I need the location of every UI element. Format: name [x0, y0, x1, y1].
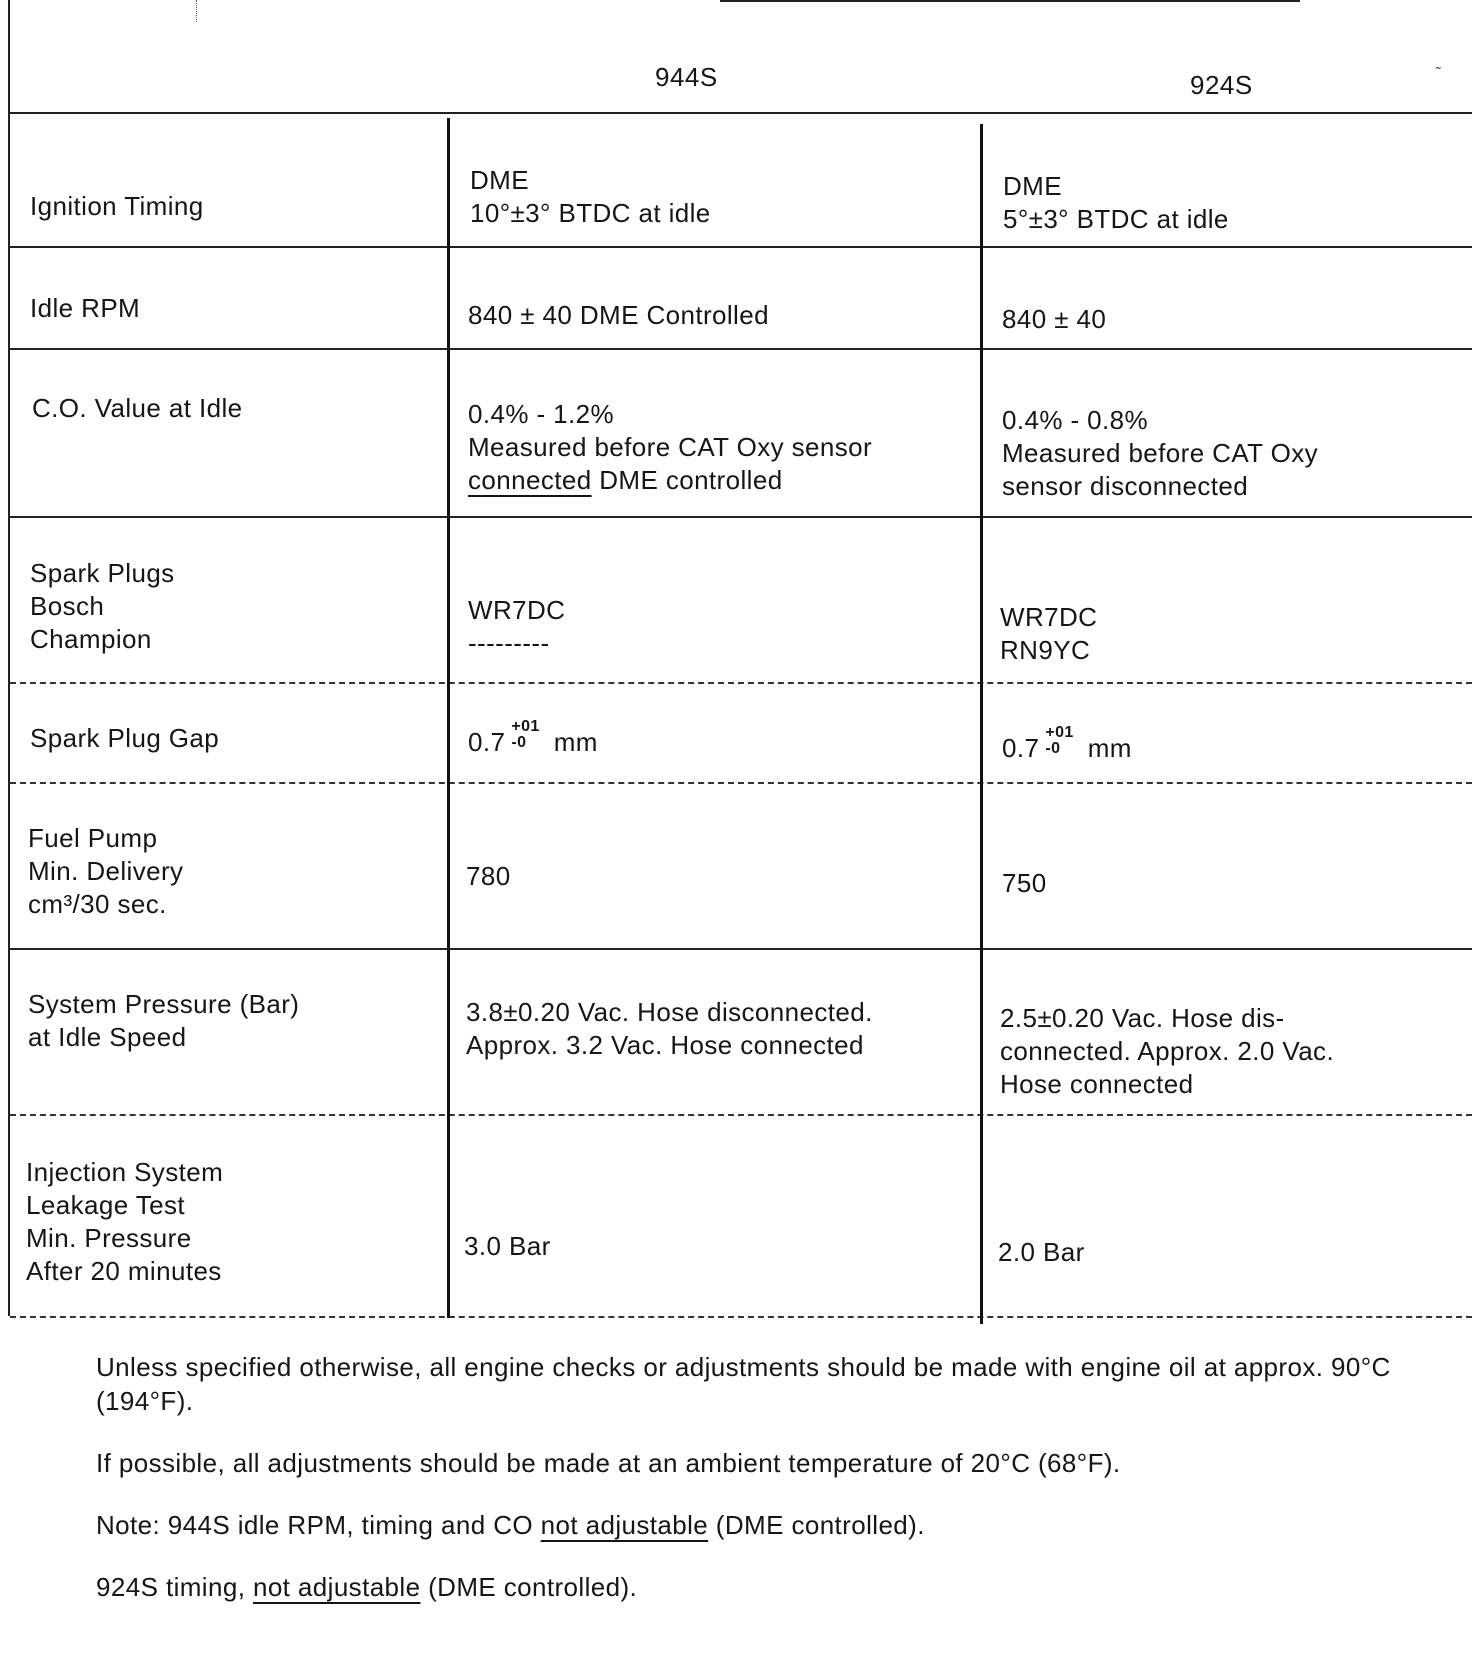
table-rule-header — [10, 112, 1472, 114]
column-header-944s: 944S — [655, 62, 718, 92]
column-divider-2 — [980, 124, 983, 1324]
underlined-connected: connected — [468, 465, 592, 495]
note-924s-not-adjustable: 924S timing, not adjustable (DME controlled). — [96, 1572, 638, 1602]
table-rule-5 — [10, 782, 1472, 784]
cell-944s-idle-rpm: 840 ± 40 DME Controlled — [468, 300, 769, 330]
cell-944s-spark-plugs: WR7DC --------- — [468, 595, 566, 658]
row-label-spark-plug-gap: Spark Plug Gap — [30, 723, 220, 753]
note-944s-not-adjustable: Note: 944S idle RPM, timing and CO not adjustable (DME controlled). — [96, 1510, 925, 1540]
cell-944s-co-value: 0.4% - 1.2% Measured before CAT Oxy sensor connected DME controlled — [468, 399, 873, 495]
row-label-fuel-pump: Fuel Pump Min. Delivery cm³/30 sec. — [28, 823, 184, 919]
note-oil-temperature: Unless specified otherwise, all engine checks or adjustments should be made with engine oil at approx. 90°C (194°F). — [96, 1352, 1391, 1416]
table-rule-1 — [10, 246, 1472, 248]
scan-mark-corner: ˜ — [1436, 64, 1441, 80]
cell-944s-spark-plug-gap: 0.7 +01 -0 mm — [468, 717, 598, 757]
cell-944s-ignition-timing: DME 10°±3° BTDC at idle — [470, 165, 711, 228]
cell-924s-ignition-timing: DME 5°±3° BTDC at idle — [1003, 171, 1229, 234]
cell-944s-fuel-pump: 780 — [466, 861, 511, 891]
table-rule-4 — [10, 682, 1472, 684]
row-label-ignition-timing: Ignition Timing — [30, 191, 204, 221]
notes-section — [96, 1350, 1396, 1632]
row-label-spark-plugs: Spark Plugs Bosch Champion — [30, 558, 175, 654]
cell-944s-injection-system: 3.0 Bar — [464, 1231, 551, 1261]
row-label-co-value: C.O. Value at Idle — [32, 393, 243, 423]
row-label-injection-system: Injection System Leakage Test Min. Pressure After 20 minutes — [26, 1157, 224, 1286]
column-header-924s: 924S — [1190, 70, 1253, 100]
row-label-idle-rpm: Idle RPM — [30, 293, 141, 323]
page-border-left — [8, 0, 10, 1316]
scan-mark — [196, 0, 198, 22]
cell-924s-co-value: 0.4% - 0.8% Measured before CAT Oxy sensor disconnected — [1002, 405, 1319, 501]
cell-924s-system-pressure: 2.5±0.20 Vac. Hose dis- connected. Approx. 2.0 Vac. Hose connected — [1000, 1003, 1335, 1099]
table-rule-2 — [10, 348, 1472, 350]
cell-924s-spark-plug-gap: 0.7 +01 -0 mm — [1002, 723, 1132, 763]
table-rule-3 — [10, 516, 1472, 518]
table-rule-8 — [10, 1316, 1472, 1318]
row-label-system-pressure: System Pressure (Bar) at Idle Speed — [28, 989, 300, 1052]
cell-944s-system-pressure: 3.8±0.20 Vac. Hose disconnected. Approx. 3.2 Vac. Hose connected — [466, 997, 873, 1060]
column-divider-1 — [447, 118, 450, 1318]
table-rule-6 — [10, 948, 1472, 950]
cell-924s-idle-rpm: 840 ± 40 — [1002, 304, 1107, 334]
note-ambient-temperature: If possible, all adjustments should be made at an ambient temperature of 20°C (68°F). — [96, 1448, 1121, 1478]
cell-924s-injection-system: 2.0 Bar — [998, 1237, 1085, 1267]
cell-924s-spark-plugs: WR7DC RN9YC — [1000, 602, 1098, 665]
cell-924s-fuel-pump: 750 — [1002, 868, 1047, 898]
table-rule-7 — [10, 1114, 1472, 1116]
page-border-top — [720, 0, 1300, 2]
